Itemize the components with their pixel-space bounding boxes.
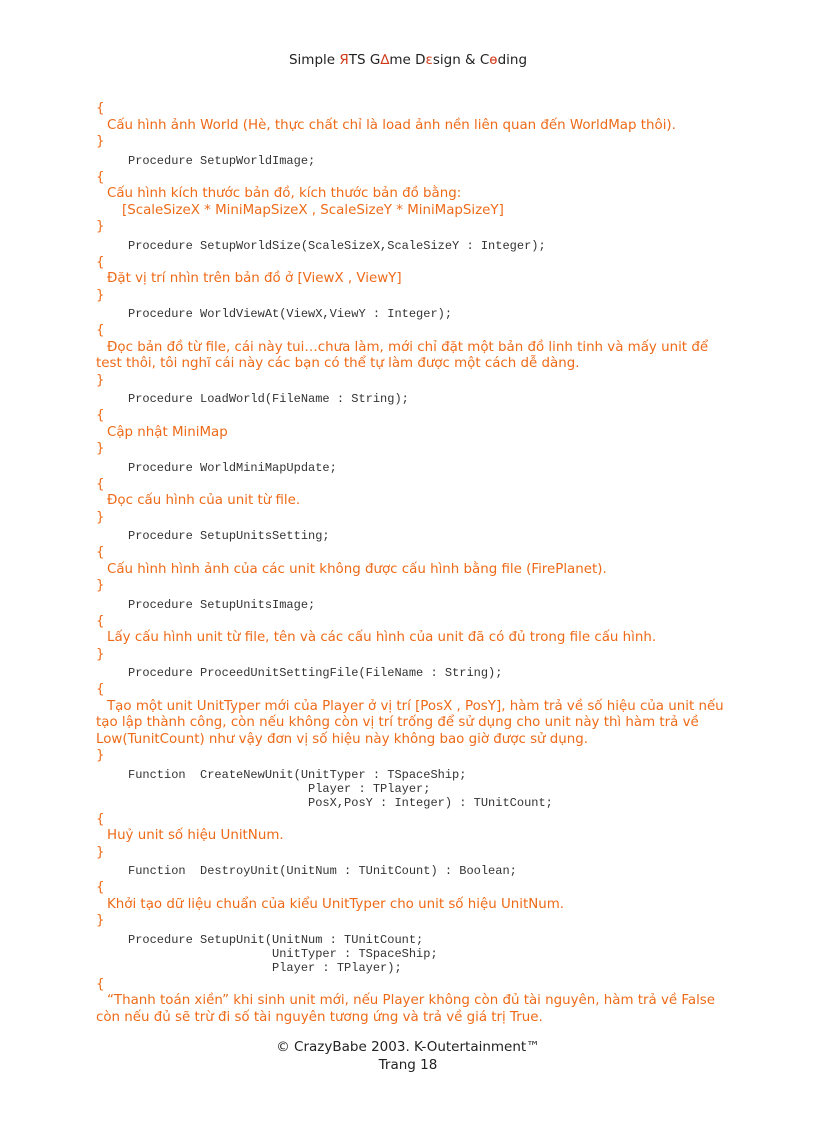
- open-brace: {: [96, 545, 105, 560]
- comment-block: [96, 977, 726, 1027]
- close-brace: }: [96, 748, 105, 763]
- doc-section: [96, 323, 726, 406]
- open-brace: {: [96, 408, 105, 423]
- comment-text: Đọc cấu hình của unit từ file.: [107, 493, 301, 508]
- header-title-part: Simple: [288, 52, 340, 68]
- comment-text: “Thanh toán xiền” khi sinh unit mới, nếu Player không còn đủ tài nguyên, hàm trả về False còn nếu đủ sẽ trừ đi số tài nguyên tương ứng và trả về giá trị True.: [96, 993, 716, 1025]
- page-number: Trang 18: [378, 1057, 438, 1073]
- comment-formula: [ScaleSizeX * MiniMapSizeX , ScaleSizeY * MiniMapSizeY]: [122, 202, 504, 218]
- close-brace: }: [96, 287, 105, 303]
- doc-section: [96, 812, 726, 879]
- header-title-part: me D: [389, 52, 426, 68]
- open-brace: {: [96, 613, 105, 629]
- page-header: [0, 52, 816, 68]
- close-brace: }: [96, 441, 105, 456]
- close-brace: }: [96, 219, 105, 234]
- comment-text: Cấu hình ảnh World (Hè, thực chất chỉ là load ảnh nền liên quan đến WorldMap thôi).: [107, 117, 676, 133]
- close-brace: }: [96, 509, 105, 525]
- open-brace: {: [96, 169, 105, 185]
- code-declaration: Procedure SetupUnit(UnitNum : TUnitCount; UnitTyper : TSpaceShip; Player : TPlayer);: [128, 932, 438, 975]
- comment-text: Cấu hình hình ảnh của các unit không được cấu hình bằng file (FirePlanet).: [107, 561, 607, 577]
- header-title-accent: ∆: [380, 52, 390, 68]
- doc-section: [96, 408, 726, 475]
- comment-text: Huỷ unit số hiệu UnitNum.: [107, 828, 284, 843]
- comment-block: [96, 545, 726, 595]
- header-title-accent: Я: [339, 52, 349, 68]
- comment-text: Cấu hình kích thước bản đồ, kích thước bản đồ bằng:: [107, 186, 462, 201]
- open-brace: {: [96, 976, 105, 992]
- code-declaration: Procedure SetupWorldImage;: [128, 153, 316, 168]
- open-brace: {: [96, 476, 105, 492]
- comment-block: [96, 477, 726, 527]
- comment-block: [96, 170, 726, 236]
- doc-section: [96, 170, 726, 253]
- comment-block: [96, 880, 726, 930]
- header-title-part: TS G: [348, 52, 381, 68]
- code-declaration: Procedure WorldViewAt(ViewX,ViewY : Integer);: [128, 307, 453, 321]
- doc-section: [96, 545, 726, 612]
- open-brace: {: [96, 254, 105, 270]
- open-brace: {: [96, 682, 105, 697]
- close-brace: }: [96, 844, 105, 860]
- comment-text: Tạo một unit UnitTyper mới của Player ở vị trí [PosX , PosY], hàm trả về số hiệu của unit nếu tạo lập thành công, còn nếu không còn vị trí trống để sử dụng cho unit này thì hàm trả về Low(TunitCount) như vậy đơn vị số hiệu này không bao giờ được sử dụng.: [96, 698, 724, 747]
- close-brace: }: [96, 646, 105, 662]
- doc-section: [96, 614, 726, 681]
- close-brace: }: [96, 913, 105, 928]
- doc-section: [96, 477, 726, 544]
- doc-section: [96, 880, 726, 975]
- comment-text: Đọc bản đồ từ file, cái này tui…chưa làm, mới chỉ đặt một bản đồ linh tinh và mấy unit để test thôi, tôi nghĩ cái này các bạn có thể tự làm được một cách dễ dàng.: [96, 339, 709, 371]
- code-declaration: Procedure SetupWorldSize(ScaleSizeX,ScaleSizeY : Integer);: [128, 238, 546, 253]
- header-title-accent: ɵ: [489, 52, 498, 68]
- code-declaration: Procedure SetupUnitsSetting;: [128, 529, 330, 543]
- code-declaration: Procedure SetupUnitsImage;: [128, 597, 316, 612]
- comment-block: [96, 408, 726, 458]
- code-declaration: Procedure LoadWorld(FileName : String);: [128, 392, 409, 406]
- code-declaration: Procedure WorldMiniMapUpdate;: [128, 460, 337, 475]
- open-brace: {: [96, 811, 105, 827]
- header-title-accent: ɛ: [425, 52, 433, 68]
- doc-section: [96, 255, 726, 322]
- code-declaration: Function DestroyUnit(UnitNum : TUnitCount) : Boolean;: [128, 864, 517, 878]
- open-brace: {: [96, 880, 105, 895]
- close-brace: }: [96, 578, 105, 593]
- comment-block: [96, 323, 726, 389]
- comment-block: [96, 255, 726, 305]
- header-title-part: sign & C: [432, 52, 490, 68]
- comment-block: [96, 614, 726, 664]
- comment-text: Khởi tạo dữ liệu chuẩn của kiểu UnitTyper cho unit số hiệu UnitNum.: [107, 896, 565, 912]
- header-title-part: ding: [497, 52, 528, 68]
- comment-text: Đặt vị trí nhìn trên bản đồ ở [ViewX , ViewY]: [107, 271, 402, 286]
- footer-copyright: © CrazyBabe 2003. K-Outertainment™: [276, 1039, 540, 1055]
- close-brace: }: [96, 134, 105, 149]
- comment-block: [96, 812, 726, 862]
- doc-section: [96, 682, 726, 810]
- comment-block: [96, 101, 726, 151]
- close-brace: }: [96, 372, 105, 388]
- code-declaration: Function CreateNewUnit(UnitTyper : TSpaceShip; Player : TPlayer; PosX,PosY : Integer) : TUnitCount;: [128, 767, 553, 810]
- doc-section: [96, 101, 726, 168]
- comment-text: Cập nhật MiniMap: [107, 424, 228, 440]
- page-body: [96, 101, 726, 1026]
- open-brace: {: [96, 101, 105, 116]
- doc-section: [96, 977, 726, 1027]
- comment-text: Lấy cấu hình unit từ file, tên và các cấu hình của unit đã có đủ trong file cấu hình.: [107, 630, 657, 645]
- page-footer: [0, 1038, 816, 1074]
- comment-block: [96, 682, 726, 765]
- code-declaration: Procedure ProceedUnitSettingFile(FileName : String);: [128, 666, 503, 680]
- open-brace: {: [96, 323, 105, 338]
